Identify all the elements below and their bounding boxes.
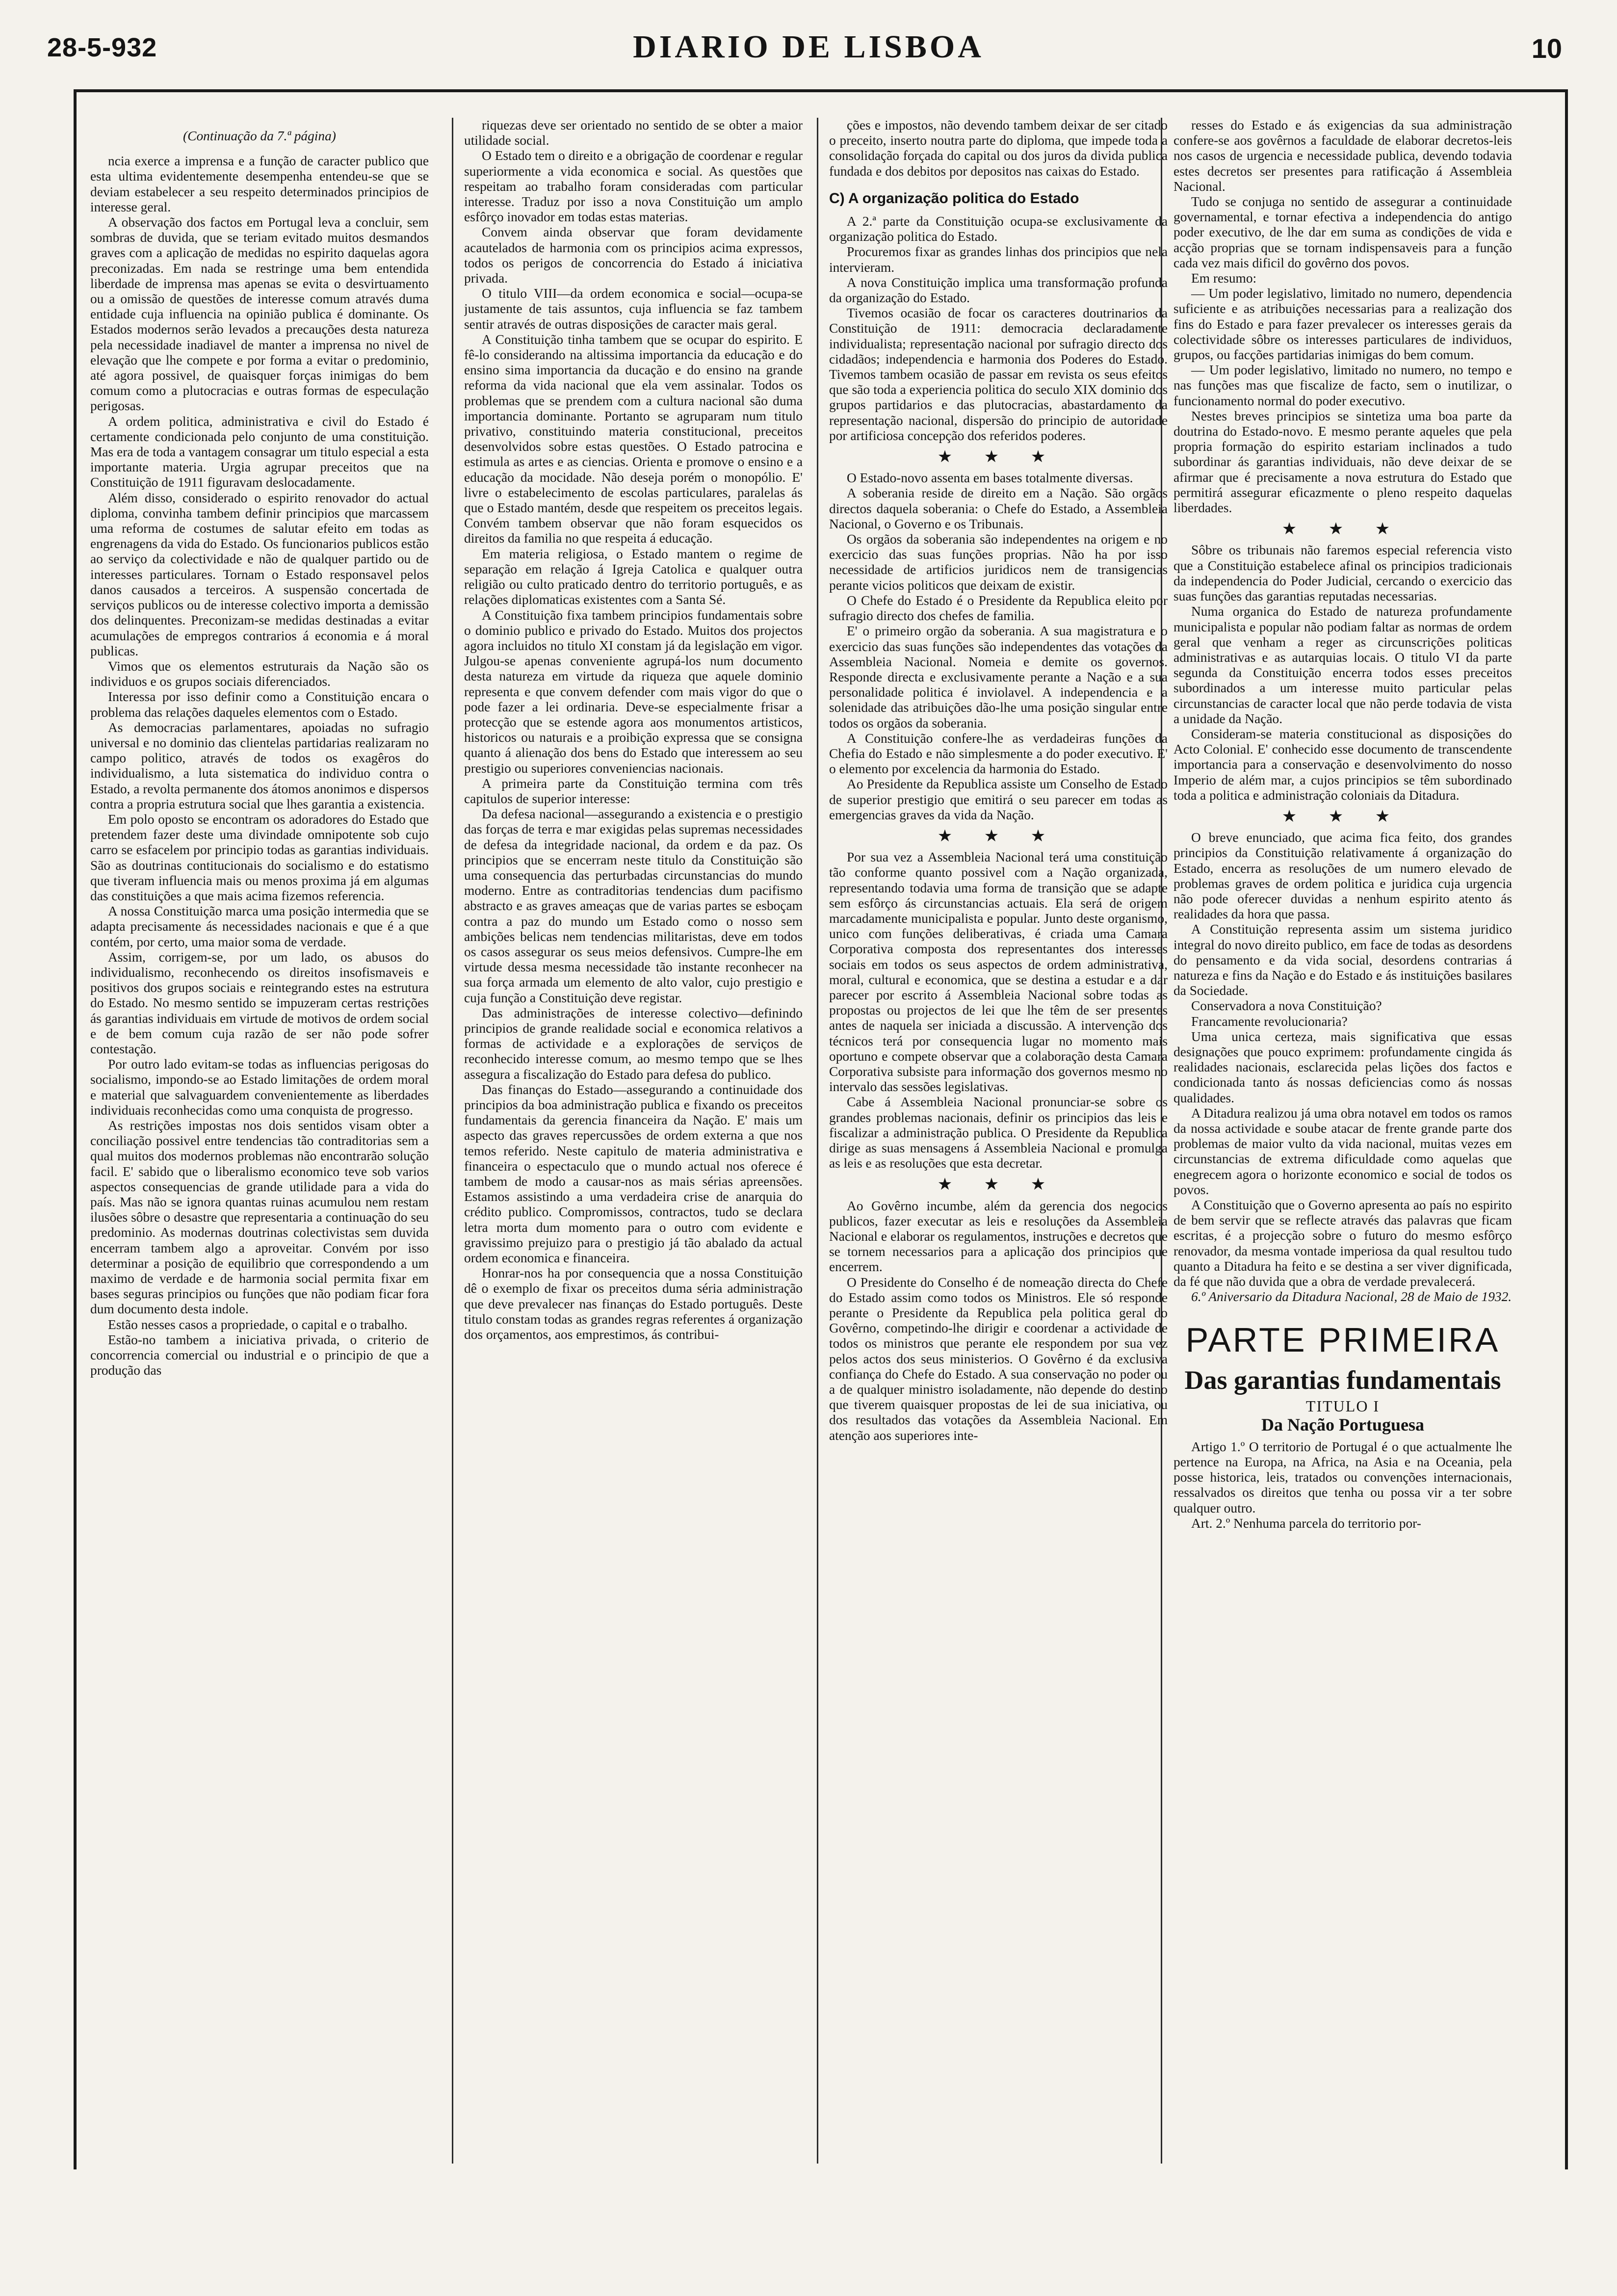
paragraph: Estão-no tambem a iniciativa privada, o criterio de concorrencia comercial ou industrial e o principio de que a produção das: [90, 1332, 429, 1378]
paragraph: A Constituição representa assim um sistema juridico integral do novo direito publico, em face de todas as desordens do pensamento e da vida social, desordens contrarias á natureza e fins da Nação e do Estado e ás instituições basilares da Sociedade.: [1174, 922, 1512, 998]
col4-paragraphs-b: [1174, 543, 1512, 803]
paragraph: E' o primeiro orgão da soberania. A sua magistratura e o exercicio das suas funções são independentes das votações da Assembleia Nacional. Nomeia e demite os governos. Responde directa e exclusivamente perante a Nação e a sua personalidade politica é inviolavel. A independencia e a solenidade das atribuições dão-lhe uma posição singular entre todos os orgãos da soberania.: [829, 624, 1168, 731]
paragraph: Ao Presidente da Republica assiste um Conselho de Estado de superior prestigio que emitirá o seu parecer em todas as emergencias graves da vida da Nação.: [829, 777, 1168, 822]
paragraph: A Constituição confere-lhe as verdadeiras funções da Chefia do Estado e não simplesmente a do poder executivo. E' o elemento por excelencia da harmonia do Estado.: [829, 731, 1168, 777]
paragraph: A soberania reside de direito em a Nação. São orgãos directos daquela soberania: o Chefe do Estado, a Assembleia Nacional, o Governo e os Tribunais.: [829, 486, 1168, 531]
paragraph: riquezas deve ser orientado no sentido de se obter a maior utilidade social.: [464, 118, 803, 148]
paragraph: Por sua vez a Assembleia Nacional terá uma constituição tão conforme quanto possivel com a Nação organizada, representando todavia uma forma de transição que se adapte sem esfôrço ás circunstancias actuais. Ela será de origem marcadamente municipalista e popular. Junto deste organismo, unico com funções deliberativas, é criada uma Camara Corporativa composta dos representantes dos interesses sociais em todos os seus aspectos de ordem administrativa, moral, cultural e economica, que se destina a estudar e a dar parecer por escrito á Assembleia Nacional sobre todas as propostas ou projectos de lei que lhe têm de ser presentes antes de naquela ser iniciada a discussão. A intervenção dos técnicos terá por consequencia lugar no momento mais oportuno e compete observar que a colaboração desta Camara Corporativa subsiste para informação dos governos mesmo no intervalo das sessões legislativas.: [829, 850, 1168, 1095]
col3-paragraphs-b: [829, 214, 1168, 444]
paragraph: Sôbre os tribunais não faremos especial referencia visto que a Constituição estabelece afinal os principios tradicionais da independencia do Poder Judicial, cercando o exercicio das suas funções das garantias reputadas necessarias.: [1174, 543, 1512, 604]
newspaper-title: DIARIO DE LISBOA: [633, 29, 984, 65]
top-rule: [74, 89, 1568, 92]
paragraph: A Ditadura realizou já uma obra notavel em todos os ramos da nossa actividade e soube atacar de frente grande parte dos problemas de maior vulto da vida nacional, muitas vezes em circunstancias de extrema dificuldade como aquelas que enegrecem agora o horizonte economico e social de todos os povos.: [1174, 1105, 1512, 1197]
paragraph: Tivemos ocasião de focar os caracteres doutrinarios da Constituição de 1911: democracia declaradamente individualista; representação nacional por sufragio directo dos cidadãos; independencia e harmonia dos Poderes do Estado. Tivemos tambem ocasião de passar em revista os seus efeitos que são toda a experiencia politica do seculo XIX dominio dos grupos partidarios e das plutocracias, abastardamento da representação nacional, dispersão do principio de autoridade por artificiosa concepção dos referidos poderes.: [829, 306, 1168, 443]
section-separator: ★ ★ ★: [1281, 520, 1404, 539]
garantias-heading: Das garantias fundamentais: [1184, 1365, 1501, 1395]
paragraph: Consideram-se materia constitucional as disposições do Acto Colonial. E' conhecido esse documento de transcendente importancia para a conservação e desenvolvimento do nosso Imperio de além mar, a cujos principios se têm subordinado toda a politica e administração coloniais da Ditadura.: [1174, 726, 1512, 803]
column-1: [90, 118, 429, 2164]
paragraph: Das administrações de interesse colectivo—definindo principios de grande realidade social e economica relativos a formas de actividade e a explorações de serviços de reconhecido interesse comum, ao mesmo tempo que se lhes assegura a fiscalização do Estado para defesa do publico.: [464, 1005, 803, 1082]
right-rule: [1565, 89, 1568, 2169]
column-3: [829, 118, 1168, 2164]
paragraph: O Presidente do Conselho é de nomeação directa do Chefe do Estado assim como todos os Ministros. Ele só responde perante o Presidente da Republica pela politica geral do Govêrno, competindo-lhe dirigir e coordenar a actividade de todos os ministros que perante ele respondem por sua vez pelos actos dos seus ministerios. O Govêrno é da exclusiva confiança do Chefe do Estado. A sua conservação no poder ou a de qualquer ministro isoladamente, não depende do destino que tiverem quaisquer propostas de lei de sua iniciativa, ou dos resultados das votações da Assembleia Nacional. Em atenção aos superiores inte-: [829, 1275, 1168, 1443]
paragraph: Vimos que os elementos estruturais da Nação são os individuos e os grupos sociais diferenciados.: [90, 658, 429, 689]
paragraph: Em resumo:: [1191, 271, 1257, 286]
paragraph: ncia exerce a imprensa e a função de caracter publico que esta ultima evidentemente desempenha entendeu-se que se deviam estabelecer a seu respeito determinados principios de interesse geral.: [90, 154, 429, 214]
paragraph: Conservadora a nova Constituição?: [1191, 998, 1382, 1014]
paragraph: O breve enunciado, que acima fica feito, dos grandes principios da Constituição relativamente á organização do Estado, encerra as resoluções de um numero elevado de problemas graves de ordem politica e juridica cuja urgencia não pode oferecer duvidas a nenhum espirito atento ás realidades da hora que passa.: [1174, 830, 1512, 922]
paragraph: — Um poder legislativo, limitado no numero, no tempo e nas funções mas que fiscalize de facto, sem o inutilizar, o funcionamento normal do poder executivo.: [1174, 363, 1512, 408]
paragraph: Em polo oposto se encontram os adoradores do Estado que pretendem fazer deste uma divindade omnipotente sob cujo carro se esfacelem por principio todas as garantias individuais. São as doutrinas contitucionais do socialismo e do estatismo que tiveram influencia mais ou menos proxima já em algumas das constituições a que mais acima fizemos referencia.: [90, 811, 429, 903]
column-divider: [452, 118, 453, 2164]
paragraph: Francamente revolucionaria?: [1191, 1014, 1348, 1029]
paragraph: A nova Constituição implica uma transformação profunda da organização do Estado.: [829, 275, 1168, 306]
paragraph: As democracias parlamentares, apoiadas no sufragio universal e no dominio das clientelas partidarias realizaram no campo politico, através de todos os exagêros do individualismo, a luta sistematica do individuo contra o Estado, a revolta permanente dos átomos anonimos e dispersos contra a propria estrutura social que lhes garantia a existencia.: [90, 720, 429, 811]
titulo-heading: TITULO I: [1305, 1397, 1380, 1415]
section-separator: ★ ★ ★: [937, 448, 1060, 467]
paragraph: O Estado-novo assenta em bases totalmente diversas.: [847, 470, 1133, 486]
paragraph: Além disso, considerado o espirito renovador do actual diploma, convinha tambem definir principios que marcassem uma reforma de costumes de salutar efeito em todas as engrenagens da vida do Estado. Os funcionarios publicos estão ao serviço da colectividade e não de qualquer partido ou de interesses particulares. Tornam o Estado responsavel pelos danos causados a terceiros. A suspensão concertada de serviços publicos ou de interesse colectivo importa a demissão dos delinquentes. Preconizam-se medidas destinadas a evitar acumulações de empregos contrarios á economia e á moral publicas.: [90, 490, 429, 658]
continuation-note: (Continuação da 7.ª página): [183, 129, 336, 143]
paragraph: Estão nesses casos a propriedade, o capital e o trabalho.: [108, 1317, 408, 1332]
section-separator: ★ ★ ★: [937, 827, 1060, 845]
paragraph: resses do Estado e ás exigencias da sua administração confere-se aos govêrnos a faculdade de elaborar decretos-leis nos casos de urgencia e necessidade publica, devendo todavia estes decretos ser presentes para ratificação á Assembleia Nacional.: [1174, 118, 1512, 194]
paragraph: A Constituição que o Governo apresenta ao país no espirito de bem servir que se reflecte através das palavras que ficam escritas, é a projecção sobre o futuro do mesmo esfôrço renovador, da mesma vontade imperiosa da qual resultou tudo quanto a Ditadura ha feito e se destina a ser viver dignificada, da fé que não duvida que a obra de verdade prevalecerá.: [1174, 1198, 1512, 1289]
col3-paragraphs-e: [829, 1199, 1168, 1443]
paragraph: Artigo 1.º O territorio de Portugal é o que actualmente lhe pertence na Europa, na Africa, na Asia e na Oceania, pela posse historica, leis, tratados ou convenções internacionais, ressalvados os direitos que tenha ou possa vir a ter sobre qualquer outro.: [1174, 1439, 1512, 1515]
paragraph: Numa organica do Estado de natureza profundamente municipalista e popular não podiam faltar as normas de ordem geral que venham a reger as circunscrições politicas administrativas e as autarquias locais. O titulo VI da parte segunda da Constituição encerra todos esses preceitos subordinados a um interesse muito particular pelas circunstancias de caracter local que não perde todavia de vista a unidade da Nação.: [1174, 604, 1512, 726]
col4-paragraphs-a: [1174, 118, 1512, 516]
paragraph: Tudo se conjuga no sentido de assegurar a continuidade governamental, e tornar efectiva a independencia do antigo poder executivo, de lhe dar em suma as condições de vida e acção proprias que se tornam indispensaveis para a função cada vez mais dificil do govêrno dos povos.: [1174, 194, 1512, 270]
page-number: 10: [1531, 33, 1562, 64]
col3-paragraphs-d: [829, 850, 1168, 1171]
paragraph: O titulo VIII—da ordem economica e social—ocupa-se justamente de tais assuntos, cuja influencia se faz tambem sentir através de outras disposições de caracter mais geral.: [464, 286, 803, 332]
paragraph: Procuremos fixar as grandes linhas dos principios que nela intervieram.: [829, 244, 1168, 275]
column-2: [464, 118, 803, 2164]
paragraph: ções e impostos, não devendo tambem deixar de ser citado o preceito, inserto noutra parte do diploma, que impede toda a consolidação forçada do capital ou dos juros da divida publica fundada e dos debitos por depositos nas caixas do Estado.: [829, 118, 1168, 179]
paragraph: Assim, corrigem-se, por um lado, os abusos do individualismo, reconhecendo os direitos insofismaveis e positivos dos grupos sociais e reintegrando estes na estrutura do Estado. No mesmo sentido se impuzeram certas restrições ás garantias individuais em virtude de motivos de ordem social e de bem comum cuja razão de ser não pode sofrer contestação.: [90, 949, 429, 1056]
paragraph: A primeira parte da Constituição termina com três capitulos de superior interesse:: [464, 776, 803, 806]
nacao-heading: Da Nação Portuguesa: [1261, 1414, 1424, 1435]
section-separator: ★ ★ ★: [937, 1175, 1060, 1194]
paragraph: As restrições impostas nos dois sentidos visam obter a conciliação possivel entre tendencias tão contraditorias sem a qual muitos dos modernos problemas não encontrarão solução facil. E' sabido que o liberalismo economico teve sob varios aspectos consequencias de grande utilidade para a vida do país. Mas não se ignora quantas ruinas acumulou nem restam ilusões sôbre o desastre que representaria a continuação do seu predominio. As modernas doutrinas colectivistas sem duvida encerram tambem algo a aproveitar. Convém por isso determinar a posição de equilibrio que correspondendo a um maximo de verdade e de harmonia social permita fixar em bases seguras principios ou funções que não podiam ficar fora dum documento desta indole.: [90, 1118, 429, 1317]
paragraph: A Constituição tinha tambem que se ocupar do espirito. E fê-lo considerando na altissima importancia da educação e do ensino sima importancia da ducação e do ensino na grande reforma da vida nacional que ela vem assinalar. Todos os problemas que se prendem com a cultura nacional são duma importancia dominante. Portanto se agruparam num titulo privativo, constituindo materia constitucional, preceitos desenvolvidos sobre estas questões. O Estado patrocina e estimula as artes e as ciencias. Orienta e promove o ensino e a educação da mocidade. Não deseja porém o monopólio. E' livre o estabelecimento de escolas particulares, paralelas ás que o Estado mantém, desde que respeitem os preceitos legais. Convém tambem observar que não foram esquecidos os direitos da familia no que respeita á educação.: [464, 332, 803, 546]
articles: [1174, 1439, 1512, 1531]
paragraph: Nestes breves principios se sintetiza uma boa parte da doutrina do Estado-novo. E mesmo perante aqueles que pela propria formação do espirito estariam inclinados a tudo subordinar ás garantias individuais, não deve deixar de se afirmar que é precisamente a nova estrutura do Estado que permitirá assegurar eficazmente o pleno respeito daquelas liberdades.: [1174, 408, 1512, 516]
col4-paragraphs-c: [1174, 830, 1512, 1289]
paragraph: O Estado tem o direito e a obrigação de coordenar e regular superiormente a vida economica e social. As questões que respeitam ao trabalho foram consideradas com particular interesse. Traduz por isso a nova Constituição um amplo esfôrço inovador em todas estas materias.: [464, 148, 803, 225]
paragraph: Interessa por isso definir como a Constituição encara o problema das relações daqueles elementos com o Estado.: [90, 689, 429, 720]
paragraph: Em materia religiosa, o Estado mantem o regime de separação em relação á Igreja Catolica e qualquer outra religião ou culto praticado dentro do territorio português, e as relações diplomaticas existentes com a Santa Sé.: [464, 546, 803, 607]
left-rule: [74, 89, 77, 2169]
paragraph: Da defesa nacional—assegurando a existencia e o prestigio das forças de terra e mar exigidas pelas supremas necessidades de defesa da integridade nacional, da ordem e da paz. Os principios que se encerram neste titulo da Constituição são uma consequencia das perturbadas circunstancias do mundo moderno. Entre as contraditorias tendencias dum pacifismo abstracto e as graves ameaças que de varias partes se esboçam contra a paz do mundo um Estado como o nosso sem ambições belicas nem tendencias militaristas, deve em todos os casos assegurar os seus meios defensivos. Cumpre-lhe em virtude dessa mesma necessidade tão instante reconhecer na sua força armada um elemento de alto valor, cujo prestigio e cuja função a Constituição deve registar.: [464, 807, 803, 1005]
parte-primeira-heading: PARTE PRIMEIRA: [1185, 1321, 1500, 1359]
column-4: [1174, 118, 1512, 2164]
paragraph: — Um poder legislativo, limitado no numero, dependencia suficiente e as atribuições necessarias para a realização dos fins do Estado e para fazer prevalecer os interesses gerais da colectividade sôbre os interesses particulares de individuos, grupos, ou facções partidarias inimigas do bem comum.: [1174, 286, 1512, 363]
column-divider: [817, 118, 818, 2164]
section-separator: ★ ★ ★: [1281, 807, 1404, 826]
signature-date: 6.º Aniversario da Ditadura Nacional, 28 de Maio de 1932.: [1191, 1289, 1512, 1305]
paragraph: Honrar-nos ha por consequencia que a nossa Constituição dê o exemplo de fixar os preceitos duma séria administração que deve prevalecer nas finanças do Estado português. Deste titulo constam todas as grandes regras referentes á organização dos orçamentos, aos emprestimos, ás contribui-: [464, 1266, 803, 1342]
masthead: [0, 0, 1617, 98]
issue-date: 28-5-932: [47, 33, 157, 62]
section-heading: C) A organização politica do Estado: [829, 190, 1079, 207]
paragraph: A ordem politica, administrativa e civil do Estado é certamente condicionada pelo conjunto de uma constituição. Mas era de toda a vantagem consagrar um titulo especial a esta importante materia. Urgia agrupar preceitos que na Constituição de 1911 figuravam deslocadamente.: [90, 414, 429, 490]
paragraph: Ao Govêrno incumbe, além da gerencia dos negocios publicos, fazer executar as leis e resoluções da Assembleia Nacional e elaborar os regulamentos, instruções e decretos que se tornem necessarios para a aplicação dos principios que encerrem.: [829, 1198, 1168, 1275]
col2-paragraphs: [464, 118, 803, 1342]
paragraph: Cabe á Assembleia Nacional pronunciar-se sobre os grandes problemas nacionais, definir os principios das leis e fiscalizar a administração publica. O Presidente da Republica dirige as suas mensagens á Assembleia Nacional e promulga as leis e as resoluções que esta decretar.: [829, 1095, 1168, 1171]
paragraph: Art. 2.º Nenhuma parcela do territorio por-: [1191, 1515, 1421, 1531]
paragraph: A 2.ª parte da Constituição ocupa-se exclusivamente da organização politica do Estado.: [829, 214, 1168, 244]
paragraph: A observação dos factos em Portugal leva a concluir, sem sombras de duvida, que se teriam evitado muitos desmandos graves com a aplicação de medidas no espirito daquelas agora preconizadas. Em nada se restringe uma bem entendida liberdade de imprensa mas apenas se evita o desvirtuamento ou a omissão de questões de interesse comum através duma entidade cuja influencia na opinião publica é dominante. Os Estados modernos serão levados a precauções desta natureza pela necessidade inadiavel de manter a imprensa no nivel de elevação que lhe compete e por forma a evitar o predominio, até agora possivel, de quaisquer forças inimigas do bem comum como a plutocracias e outras formas de especulação perigosas.: [90, 215, 429, 414]
paragraph: Os orgãos da soberania são independentes na origem e no exercicio das suas funções proprias. Não ha por isso necessidade de artificios juridicos nem de transigencias perante vicios politicos que deixam de existir.: [829, 532, 1168, 593]
col1-paragraphs: [90, 154, 429, 1378]
paragraph: Convem ainda observar que foram devidamente acautelados de harmonia com os principios acima expressos, todos os perigos de concorrencia do Estado á iniciativa privada.: [464, 225, 803, 286]
paragraph: A nossa Constituição marca uma posição intermedia que se adapta precisamente ás necessidades nacionais e que é a que contém, por certo, uma maior soma de verdade.: [90, 904, 429, 949]
paragraph: O Chefe do Estado é o Presidente da Republica eleito por sufragio directo dos chefes de familia.: [829, 593, 1168, 624]
col3-paragraphs-c: [829, 470, 1168, 823]
paragraph: Das finanças do Estado—assegurando a continuidade dos principios da boa administração publica e fixando os preceitos fundamentais da gerencia financeira da Nação. E' mais um aspecto das graves repercussões de ordem externa a que nos temos referido. Neste capitulo de materia administrativa e financeira o espectaculo que o mundo actual nos oferece é tambem de modo a causar-nos as mais sérias apreensões. Estamos assistindo a uma verdadeira crise de anarquia do crédito publico. Compromissos, contractos, tudo se declara letra morta dum momento para o outro com evidente e gravissimo prejuizo para o prestigio já tão abalado da actual ordem economica e financeira.: [464, 1082, 803, 1266]
col3-paragraphs-a: [829, 118, 1168, 179]
paragraph: Por outro lado evitam-se todas as influencias perigosas do socialismo, impondo-se ao Estado limitações de ordem moral e material que salvaguardem convenientemente as liberdades individuais reconhecidas como uma conquista de progresso.: [90, 1057, 429, 1118]
paragraph: Uma unica certeza, mais significativa que essas designações que pouco exprimem: profundamente cingida ás realidades nacionais, esclarecida pelas lições dos factos e condicionada tanto ás nossas deficiencias como ás nossas qualidades.: [1174, 1029, 1512, 1105]
paragraph: A Constituição fixa tambem principios fundamentais sobre o dominio publico e privado do Estado. Muitos dos projectos agora incluidos no titulo XI constam já da legislação em vigor. Julgou-se apenas conveniente agrupá-los num documento desta natureza em virtude da riqueza que aquele dominio representa e que convem defender com mais vigor do que o pode fazer a lei ordinaria. Deve-se especialmente frisar a protecção que se estende agora aos monumentos artisticos, historicos ou naturais e a proibição expressa que se consigna quanto á alienação dos bens do Estado que interessem ao seu prestigio ou superiores conveniencias nacionais.: [464, 607, 803, 776]
